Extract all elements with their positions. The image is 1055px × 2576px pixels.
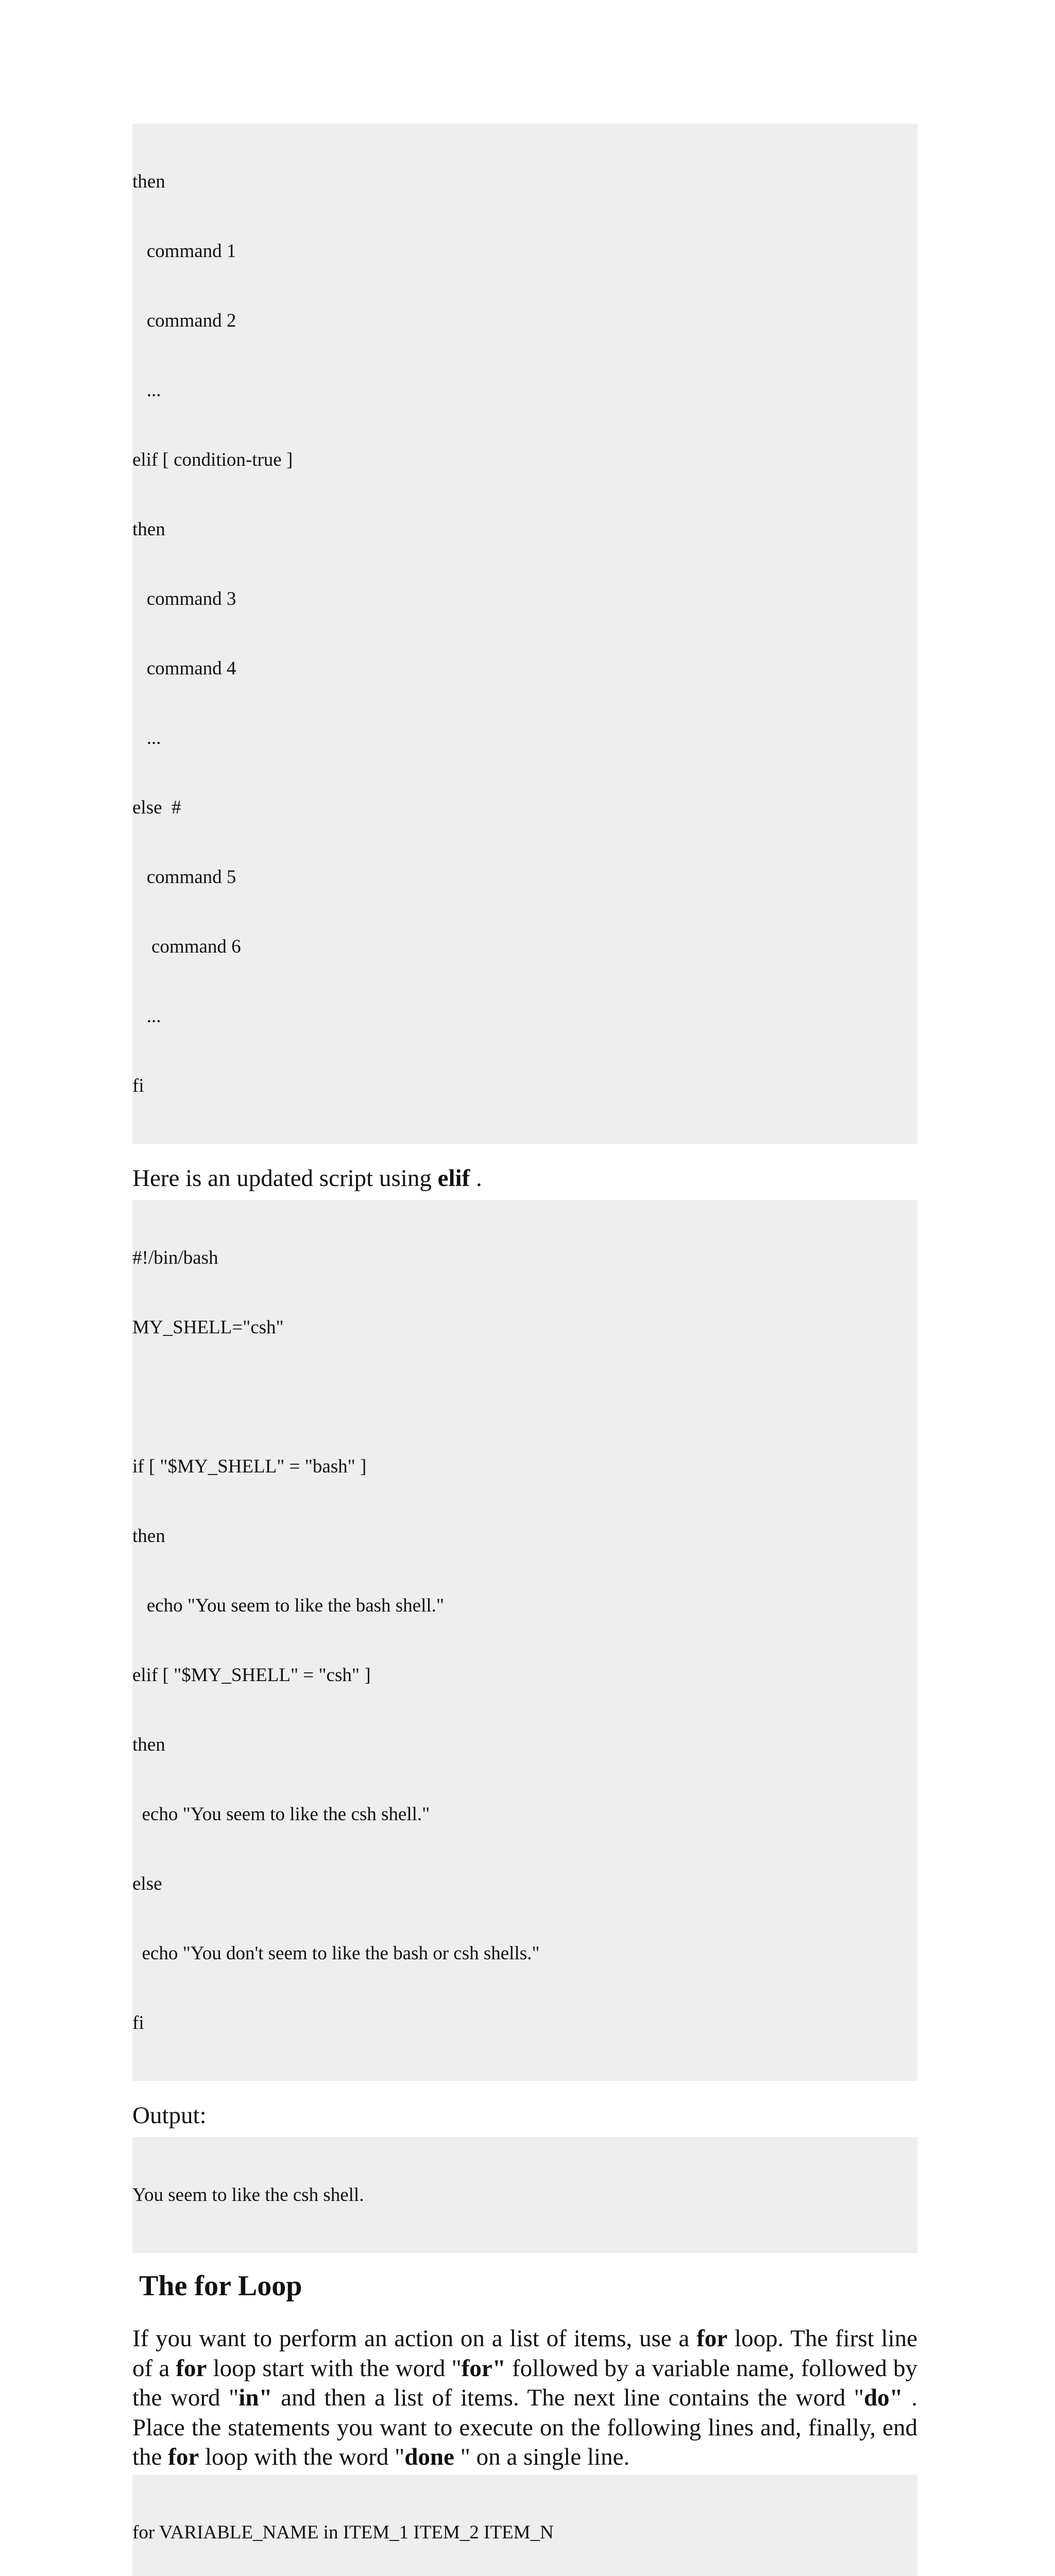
paragraph-text: If you want to perform an action on a list of items, use a (132, 2325, 696, 2352)
output-line: You seem to like the csh shell. (132, 2183, 917, 2207)
output-label: Output: (132, 2100, 917, 2130)
code-line: then (132, 170, 917, 193)
code-line: else # (132, 796, 917, 819)
code-block-if-elif-syntax (132, 124, 917, 1144)
code-line: echo "You seem to like the csh shell." (132, 1803, 917, 1826)
code-line: command 5 (132, 866, 917, 889)
code-line: ... (132, 726, 917, 750)
paragraph-keyword: for (176, 2355, 207, 2382)
intro-text: Here is an updated script using (132, 1165, 438, 1192)
code-block-for-syntax (132, 2475, 917, 2576)
code-line: command 1 (132, 240, 917, 263)
paragraph-keyword: in" (239, 2384, 272, 2411)
for-loop-paragraph (132, 2324, 917, 2472)
code-block-elif-script (132, 1200, 917, 2081)
intro-text: . (470, 1165, 482, 1192)
code-line: elif [ "$MY_SHELL" = "csh" ] (132, 1664, 917, 1687)
code-line: then (132, 518, 917, 541)
code-line: fi (132, 1074, 917, 1097)
code-line: then (132, 1524, 917, 1548)
paragraph-keyword: do" (864, 2384, 903, 2411)
paragraph-text: loop. The first line of a (132, 2325, 917, 2382)
code-line: #!/bin/bash (132, 1246, 917, 1269)
code-line: echo "You don't seem to like the bash or csh shells." (132, 1942, 917, 1965)
code-line: ... (132, 1005, 917, 1028)
paragraph-text: loop start with the word " (207, 2355, 461, 2382)
paragraph-keyword: done (404, 2444, 454, 2470)
paragraph-text: followed by a variable name, followed by the word " (132, 2355, 917, 2412)
paragraph-keyword: for" (462, 2355, 506, 2382)
code-line: fi (132, 2011, 917, 2035)
code-line (132, 1385, 917, 1409)
code-line: command 4 (132, 657, 917, 680)
paragraph-text: " on a single line. (454, 2444, 629, 2470)
paragraph-keyword: for (168, 2444, 199, 2470)
code-line: echo "You seem to like the bash shell." (132, 1594, 917, 1617)
code-line: elif [ condition-true ] (132, 448, 917, 471)
code-line: then (132, 1733, 917, 1756)
intro-keyword: elif (438, 1165, 470, 1192)
section-heading-for-loop: The for Loop (139, 2268, 917, 2303)
document-page (132, 124, 917, 2576)
code-line: command 6 (132, 935, 917, 958)
elif-intro-text (132, 1163, 917, 1193)
code-line: command 3 (132, 587, 917, 611)
paragraph-text: . Place the statements you want to execute on the following lines and, finally, end the (132, 2384, 917, 2470)
code-line: MY_SHELL="csh" (132, 1316, 917, 1339)
code-line: else (132, 1872, 917, 1895)
code-line: if [ "$MY_SHELL" = "bash" ] (132, 1455, 917, 1478)
code-line: for VARIABLE_NAME in ITEM_1 ITEM_2 ITEM_N (132, 2521, 917, 2544)
paragraph-text: loop with the word " (199, 2444, 404, 2470)
paragraph-keyword: for (696, 2325, 727, 2352)
code-line: command 2 (132, 309, 917, 332)
output-block (132, 2137, 917, 2253)
paragraph-text: and then a list of items. The next line contains the word " (273, 2384, 864, 2411)
code-line: ... (132, 379, 917, 402)
